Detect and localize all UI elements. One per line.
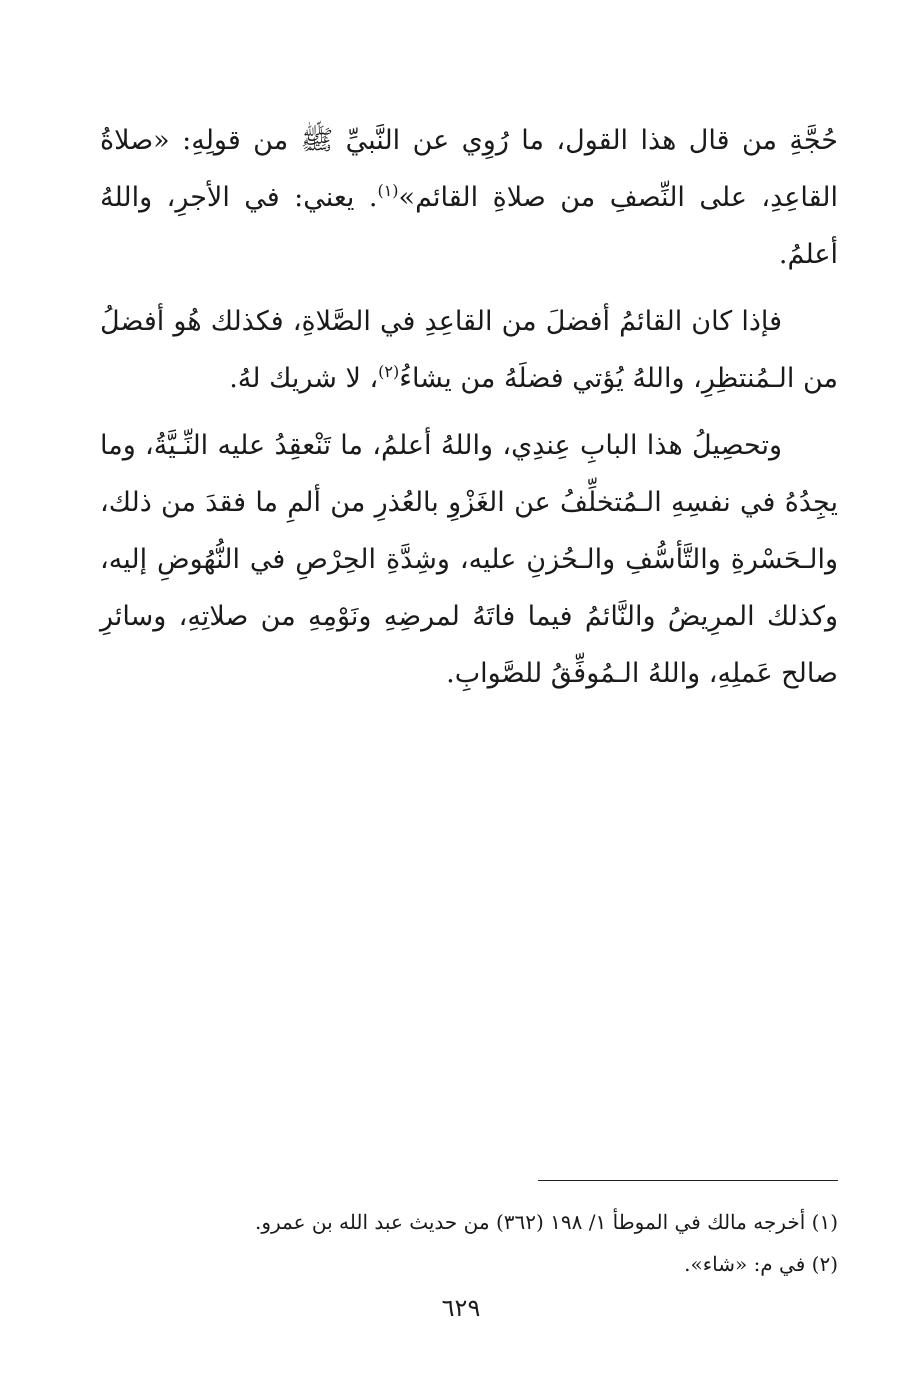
main-text <box>100 112 838 712</box>
paragraph-1-text-b: . يعني: في الأجرِ، واللهُ أعلمُ. <box>100 182 838 270</box>
paragraph-1 <box>100 112 838 283</box>
footnotes <box>100 1202 838 1286</box>
paragraph-2-text-b: ، لا شريك لهُ. <box>229 363 379 394</box>
paragraph-2-text-a: فإذا كان القائمُ أفضلَ من القاعِدِ في الصَّلاةِ، فكذلك هُو أفضلُ من الـمُنتظِرِ، واللهُ يُؤتي فضلَهُ من يشاءُ <box>100 306 838 394</box>
paragraph-3: وتحصِيلُ هذا البابِ عِندِي، واللهُ أعلمُ، ما تَنْعقِدُ عليه النِّـيَّةُ، وما يجِدُهُ في نفسِهِ الـمُتخلِّفُ عن الغَزْوِ بالعُذرِ من ألمِ ما فقدَ من ذلك، والـحَسْرةِ والتَّأسُّفِ والـحُزنِ عليه، وشِدَّةِ الحِرْصِ في النُّهُوضِ إليه، وكذلك المرِيضُ والنَّائمُ فيما فاتَهُ لمرضِهِ ونَوْمِهِ من صلاتِهِ، وسائرِ صالح عَملِهِ، واللهُ الـمُوفِّقُ للصَّوابِ. <box>100 430 838 689</box>
footnote-reference-2: (٢) <box>378 362 400 381</box>
footnote-2: (٢) في م: «شاء». <box>684 1252 838 1276</box>
page-number: ٦٢٩ <box>441 1294 481 1322</box>
footnote-divider <box>538 1180 838 1181</box>
paragraph-2 <box>100 293 838 407</box>
footnote-1: (١) أخرجه مالك في الموطأ ١/ ١٩٨ (٣٦٢) من حديث عبد الله بن عمرو. <box>255 1210 838 1234</box>
footnote-reference-1: (١) <box>377 181 399 200</box>
paragraph-1-text-a: حُجَّةِ من قال هذا القول، ما رُوِي عن النَّبيِّ ﷺ من قولِهِ: «صلاةُ القاعِدِ، على النِّصفِ من صلاةِ القائم» <box>100 125 838 213</box>
